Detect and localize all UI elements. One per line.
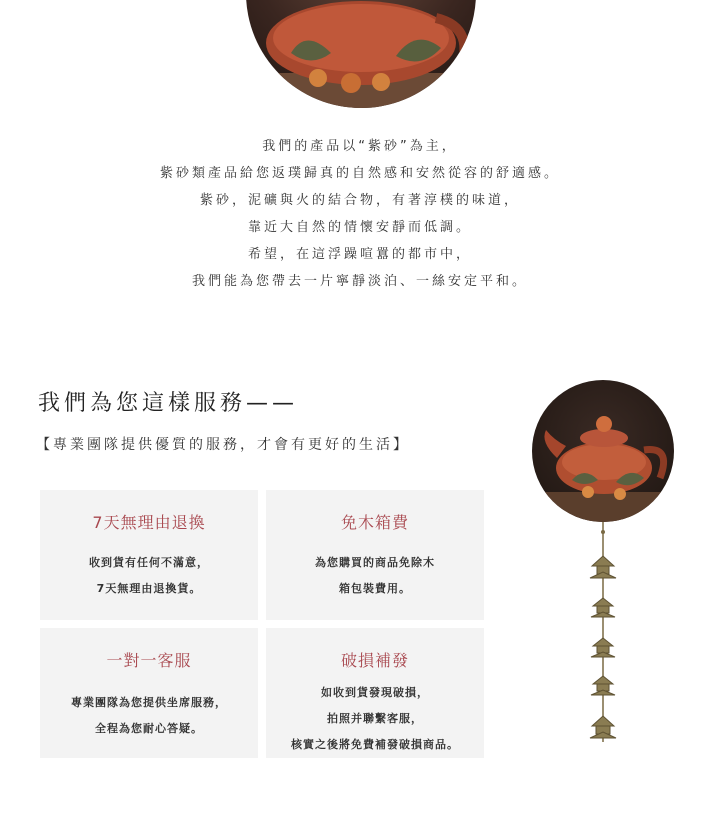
card-text: 專業團隊為您提供坐席服務， <box>71 696 227 709</box>
intro-line: 靠近大自然的情懷安靜而低調。 <box>247 220 472 235</box>
intro-line: 紫砂，泥礦與火的結合物，有著淳樸的味道， <box>199 193 520 208</box>
intro-line: 希望，在這浮躁喧囂的都市中， <box>247 247 472 262</box>
card-text: 全程為您耐心答疑。 <box>95 722 203 735</box>
card-text: 收到貨有任何不滿意， <box>89 556 209 569</box>
service-subtitle: 【專業團隊提供優質的服務，才會有更好的生活】 <box>36 437 410 453</box>
card-text: 如收到貨發現破損， <box>321 686 429 699</box>
card-text: 為您購買的商品免除木 <box>315 556 435 569</box>
service-card-returns <box>40 490 258 620</box>
intro-line: 我們的產品以“紫砂”為主， <box>262 139 458 154</box>
card-title: 免木箱費 <box>340 513 409 532</box>
service-card-damage-replace <box>266 628 484 758</box>
intro-line: 我們能為您帶去一片寧靜淡泊、一絲安定平和。 <box>191 274 528 289</box>
card-text: 核實之後將免費補發破損商品。 <box>291 738 459 751</box>
card-text: 7天無理由退換貨。 <box>96 582 202 595</box>
side-teapot-photo <box>532 380 674 522</box>
top-teapot-photo <box>246 0 476 108</box>
card-title: 一對一客服 <box>106 651 192 670</box>
card-title: 破損補發 <box>340 651 409 670</box>
card-text: 箱包裝費用。 <box>339 582 411 595</box>
zisha-teapot-icon <box>246 0 476 108</box>
hanging-bell-ornament-icon <box>578 522 628 752</box>
service-title: 我們為您這樣服務—— <box>38 391 299 416</box>
service-card-support <box>40 628 258 758</box>
service-card-free-box <box>266 490 484 620</box>
intro-text <box>0 133 720 295</box>
card-title: 7天無理由退換 <box>92 513 206 532</box>
card-text: 拍照并聯繫客服， <box>327 712 423 725</box>
zisha-teapot-icon <box>532 380 674 522</box>
intro-line: 紫砂類產品給您返璞歸真的自然感和安然從容的舒適感。 <box>159 166 560 181</box>
